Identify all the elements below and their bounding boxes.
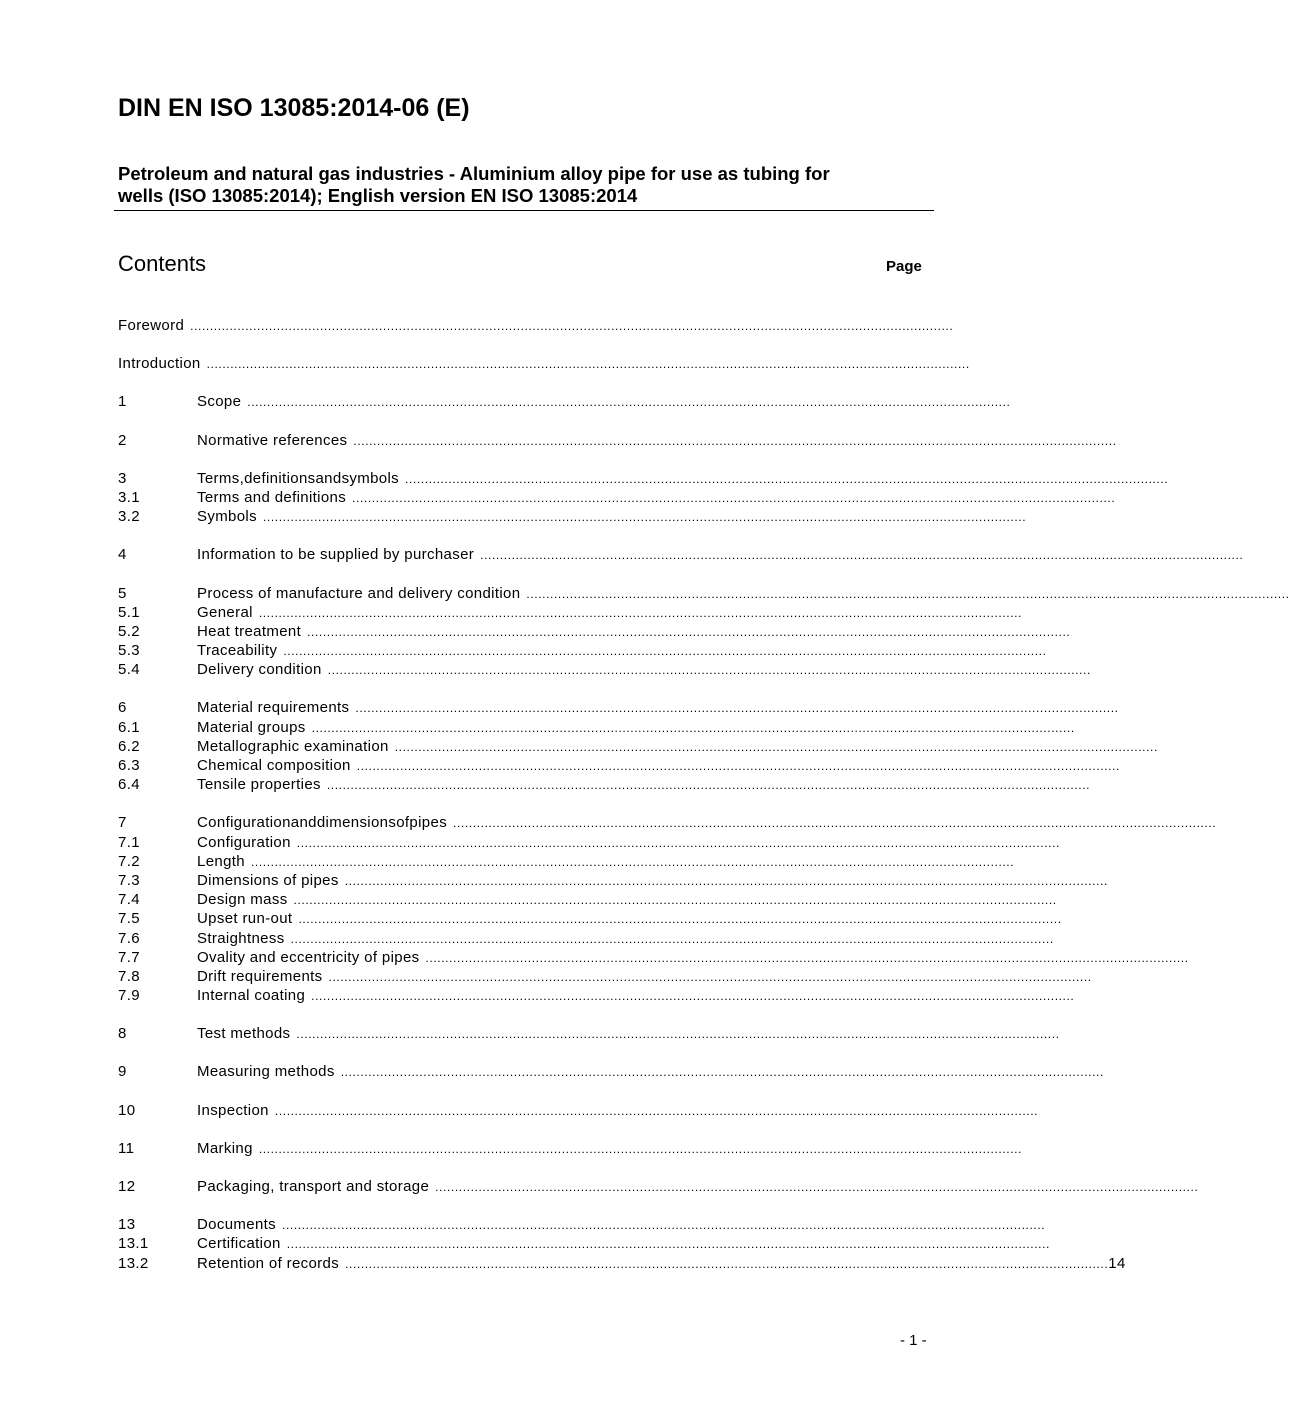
toc-entry[interactable] xyxy=(118,1139,1023,1158)
toc-entry[interactable] xyxy=(118,622,1071,641)
toc-leader-dots: .................................................................................................................................................................................................. xyxy=(344,873,1108,888)
toc-entry-number: 8 xyxy=(118,1025,127,1043)
toc-entry-title: Configurationanddimensionsofpipes xyxy=(197,814,448,832)
toc-entry-title: Drift requirements xyxy=(197,967,323,985)
toc-entry-title: Normative references xyxy=(197,431,348,449)
toc-entry-number: 13.1 xyxy=(118,1235,149,1253)
toc-entry-number: 6.4 xyxy=(118,776,140,794)
toc-entry[interactable] xyxy=(118,1254,1126,1273)
toc-leader-dots: .................................................................................................................................................................................................. xyxy=(283,644,1047,659)
toc-entry-title: Material requirements xyxy=(197,699,350,717)
toc-leader-dots: .................................................................................................................................................................................................. xyxy=(296,835,1060,850)
toc-leader-dots: .................................................................................................................................................................................................. xyxy=(425,950,1189,965)
toc-entry[interactable] xyxy=(118,392,1011,411)
toc-entry-title: Straightness xyxy=(197,929,285,947)
toc-leader-dots: .................................................................................................................................................................................................. xyxy=(327,663,1091,678)
toc-entry-number: 7.6 xyxy=(118,929,140,947)
toc-entry[interactable] xyxy=(118,1215,1046,1234)
toc-leader-dots: .................................................................................................................................................................................................. xyxy=(296,1027,1060,1042)
toc-entry[interactable] xyxy=(118,1234,1050,1253)
toc-entry-number: 5 xyxy=(118,584,127,602)
document-title-line: wells (ISO 13085:2014); English version EN ISO 13085:2014 xyxy=(118,185,638,206)
toc-leader-dots: .................................................................................................................................................................................................. xyxy=(356,759,1120,773)
toc-entry[interactable] xyxy=(118,756,1120,775)
toc-entry[interactable] xyxy=(118,813,1217,832)
toc-entry-number: 6.2 xyxy=(118,737,140,755)
toc-leader-dots: .................................................................................................................................................................................................. xyxy=(258,605,1023,620)
toc-entry-title: Scope xyxy=(197,393,242,411)
toc-leader-dots: .................................................................................................................................................................................................. xyxy=(311,989,1075,1004)
toc-entry-title: Configuration xyxy=(197,833,291,851)
toc-leader-dots: .................................................................................................................................................................................................. xyxy=(352,490,1116,505)
toc-leader-dots: .................................................................................................................................................................................................. xyxy=(190,319,954,333)
toc-leader-dots: .................................................................................................................................................................................................. xyxy=(206,357,970,372)
toc-entry[interactable] xyxy=(118,775,1091,794)
toc-entry[interactable] xyxy=(118,545,1244,564)
toc-leader-dots: .................................................................................................................................................................................................. xyxy=(250,854,1015,869)
toc-entry[interactable] xyxy=(118,967,1092,986)
document-title-line: Petroleum and natural gas industries - Aluminium alloy pipe for use as tubing for xyxy=(118,163,830,184)
page-column-label: Page xyxy=(886,258,922,275)
toc-entry-title: Foreword xyxy=(118,317,185,334)
toc-entry-title: Terms,definitionsandsymbols xyxy=(197,469,400,487)
toc-entry-title: Measuring methods xyxy=(197,1063,335,1081)
toc-entry-number: 7.2 xyxy=(118,852,140,870)
toc-entry-title: General xyxy=(197,603,253,621)
toc-leader-dots: .................................................................................................................................................................................................. xyxy=(282,1218,1046,1233)
toc-leader-dots: .................................................................................................................................................................................................. xyxy=(345,1256,1109,1271)
toc-entry[interactable] xyxy=(118,507,1027,526)
toc-entry[interactable] xyxy=(118,316,954,335)
toc-entry[interactable] xyxy=(118,469,1169,488)
toc-entry[interactable] xyxy=(118,852,1015,871)
toc-entry-title: Upset run-out xyxy=(197,910,293,928)
toc-leader-dots: .................................................................................................................................................................................................. xyxy=(526,586,1290,601)
toc-entry-title: Length xyxy=(197,852,245,870)
toc-entry-number: 7.1 xyxy=(118,833,140,851)
toc-entry[interactable] xyxy=(118,1062,1104,1081)
toc-entry[interactable] xyxy=(118,986,1075,1005)
toc-entry-title: Terms and definitions xyxy=(197,488,347,506)
toc-leader-dots: .................................................................................................................................................................................................. xyxy=(286,1237,1050,1252)
toc-entry-number: 7.9 xyxy=(118,987,140,1005)
toc-leader-dots: .................................................................................................................................................................................................. xyxy=(328,969,1092,984)
toc-entry-title: Heat treatment xyxy=(197,622,302,640)
toc-entry-number: 13 xyxy=(118,1216,136,1234)
toc-entry-title: Test methods xyxy=(197,1025,291,1043)
toc-entry-title: Retention of records xyxy=(197,1254,340,1272)
toc-entry-number: 6 xyxy=(118,699,127,717)
toc-leader-dots: .................................................................................................................................................................................................. xyxy=(290,931,1054,946)
toc-entry[interactable] xyxy=(118,698,1119,717)
toc-entry-title: Chemical composition xyxy=(197,757,351,774)
toc-entry-title: Material groups xyxy=(197,718,306,736)
toc-entry-number: 5.4 xyxy=(118,661,140,679)
toc-entry[interactable] xyxy=(118,1101,1039,1120)
toc-leader-dots: .................................................................................................................................................................................................. xyxy=(435,1180,1199,1194)
toc-entry-number: 9 xyxy=(118,1063,127,1081)
toc-entry[interactable] xyxy=(118,1024,1060,1043)
toc-entry-number: 7.5 xyxy=(118,910,140,928)
toc-entry-number: 7.7 xyxy=(118,948,140,966)
toc-leader-dots: .................................................................................................................................................................................................. xyxy=(307,624,1071,639)
toc-entry[interactable] xyxy=(118,833,1060,852)
toc-entry-number: 6.3 xyxy=(118,757,140,774)
toc-entry-number: 3.2 xyxy=(118,508,140,526)
toc-entry-title: Information to be supplied by purchaser xyxy=(197,546,475,564)
toc-entry-number: 4 xyxy=(118,546,127,564)
toc-entry[interactable] xyxy=(118,603,1023,622)
toc-leader-dots: .................................................................................................................................................................................................. xyxy=(405,471,1169,486)
toc-entry-title: Metallographic examination xyxy=(197,737,389,755)
toc-entry-number: 5.3 xyxy=(118,642,140,660)
toc-entry-number: 10 xyxy=(118,1101,136,1119)
toc-entry[interactable] xyxy=(118,948,1189,967)
toc-entry[interactable] xyxy=(118,488,1116,507)
toc-entry-page: 14 xyxy=(1108,1254,1126,1272)
toc-leader-dots: .................................................................................................................................................................................................. xyxy=(274,1103,1039,1118)
toc-entry-number: 1 xyxy=(118,393,127,411)
toc-entry-number: 12 xyxy=(118,1178,136,1195)
toc-entry[interactable] xyxy=(118,737,1158,756)
toc-leader-dots: .................................................................................................................................................................................................. xyxy=(293,893,1057,908)
toc-entry[interactable] xyxy=(118,584,1290,603)
contents-heading: Contents xyxy=(118,251,207,276)
toc-entry-number: 13.2 xyxy=(118,1254,149,1272)
toc-entry-title: Inspection xyxy=(197,1101,269,1119)
toc-entry-number: 11 xyxy=(118,1139,135,1157)
toc-entry-title: Symbols xyxy=(197,508,257,526)
toc-leader-dots: .................................................................................................................................................................................................. xyxy=(355,701,1119,716)
toc-entry-number: 6.1 xyxy=(118,718,140,736)
toc-leader-dots: .................................................................................................................................................................................................. xyxy=(258,1141,1023,1156)
title-divider xyxy=(114,210,934,211)
toc-leader-dots: .................................................................................................................................................................................................. xyxy=(340,1065,1104,1080)
toc-entry-title: Marking xyxy=(197,1139,253,1157)
toc-entry-title: Packaging, transport and storage xyxy=(197,1178,430,1195)
toc-entry-number: 7.8 xyxy=(118,967,140,985)
document-title xyxy=(118,163,933,207)
toc-leader-dots: .................................................................................................................................................................................................. xyxy=(247,395,1011,410)
toc-leader-dots: .................................................................................................................................................................................................. xyxy=(480,548,1244,563)
table-of-contents xyxy=(118,316,1290,1273)
toc-leader-dots: .................................................................................................................................................................................................. xyxy=(262,510,1027,525)
toc-entry[interactable] xyxy=(118,718,1075,737)
toc-entry-number: 2 xyxy=(118,431,127,449)
toc-entry-title: Process of manufacture and delivery condition xyxy=(197,584,521,602)
toc-entry[interactable] xyxy=(118,431,1117,450)
toc-entry-title: Documents xyxy=(197,1216,277,1234)
toc-leader-dots: .................................................................................................................................................................................................. xyxy=(453,816,1217,831)
page-number: - 1 - xyxy=(900,1332,927,1349)
toc-entry[interactable] xyxy=(118,660,1091,679)
toc-leader-dots: .................................................................................................................................................................................................. xyxy=(394,739,1158,754)
toc-entry[interactable] xyxy=(118,354,970,373)
toc-entry-title: Dimensions of pipes xyxy=(197,871,339,889)
toc-entry[interactable] xyxy=(118,909,1062,928)
toc-entry-title: Ovality and eccentricity of pipes xyxy=(197,948,420,966)
toc-entry-title: Tensile properties xyxy=(197,776,321,794)
toc-entry-number: 3 xyxy=(118,469,127,487)
toc-entry-title: Traceability xyxy=(197,642,278,660)
toc-entry[interactable] xyxy=(118,890,1057,909)
toc-entry[interactable] xyxy=(118,1177,1199,1196)
toc-entry-title: Delivery condition xyxy=(197,661,322,679)
toc-entry-number: 5.2 xyxy=(118,622,140,640)
toc-entry[interactable] xyxy=(118,871,1108,890)
toc-entry-number: 7.4 xyxy=(118,891,140,909)
toc-leader-dots: .................................................................................................................................................................................................. xyxy=(298,912,1062,927)
document-id: DIN EN ISO 13085:2014-06 (E) xyxy=(118,94,470,122)
toc-entry-number: 5.1 xyxy=(118,603,140,621)
toc-entry[interactable] xyxy=(118,929,1054,948)
toc-leader-dots: .................................................................................................................................................................................................. xyxy=(311,720,1075,735)
toc-leader-dots: .................................................................................................................................................................................................. xyxy=(326,778,1091,793)
toc-entry-number: 7.3 xyxy=(118,871,140,889)
toc-leader-dots: .................................................................................................................................................................................................. xyxy=(353,433,1117,448)
toc-entry-title: Internal coating xyxy=(197,987,306,1005)
toc-entry-title: Design mass xyxy=(197,891,288,909)
toc-entry[interactable] xyxy=(118,641,1047,660)
toc-entry-number: 3.1 xyxy=(118,488,140,506)
toc-entry-title: Introduction xyxy=(118,355,201,373)
toc-entry-number: 7 xyxy=(118,814,127,832)
toc-entry-title: Certification xyxy=(197,1235,281,1253)
